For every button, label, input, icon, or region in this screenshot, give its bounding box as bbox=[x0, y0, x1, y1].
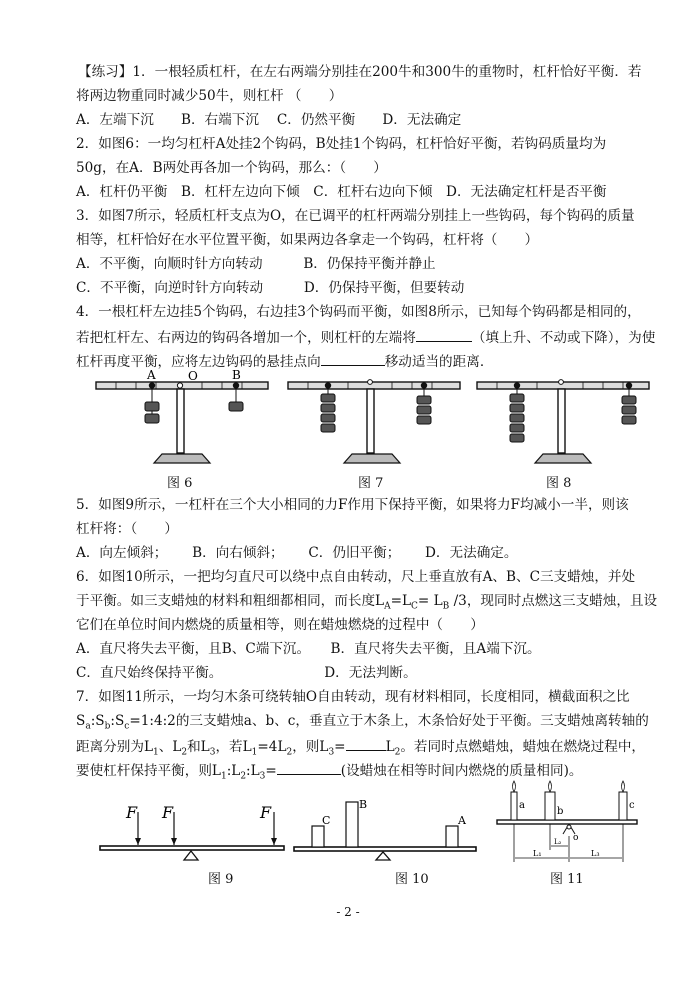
caption-fig10: 图 10 bbox=[395, 872, 429, 887]
q6-options-cd: C．直尺始终保持平衡。 D．无法判断。 bbox=[76, 665, 417, 681]
q7-sub-7: 2 bbox=[394, 747, 401, 758]
q6-l2d: /3，现同时点燃这三支蜡烛，且设 bbox=[449, 593, 658, 609]
q7-sub-t2: 2 bbox=[240, 771, 247, 782]
q6-sub-b: B bbox=[442, 601, 450, 612]
q6-l2c: = L bbox=[417, 593, 443, 609]
q7-line2 bbox=[76, 712, 649, 736]
q6-sub-a: A bbox=[384, 601, 391, 612]
fig9-f-1: F bbox=[126, 803, 138, 822]
q7-l2c: :S bbox=[110, 713, 125, 729]
q7-sub-3: 3 bbox=[209, 747, 216, 758]
q5-line2: 杠杆将：（ ） bbox=[76, 521, 178, 537]
q7-sub-2: 2 bbox=[181, 747, 188, 758]
q7-l3b: 、L bbox=[158, 739, 182, 755]
q7-l4a: 要使杠杆保持平衡，则L bbox=[76, 763, 221, 779]
fig10-label-c: C bbox=[322, 814, 331, 827]
q7-blank-2[interactable] bbox=[277, 760, 341, 775]
q7-l4e: (设蜡烛在相等时间内燃烧的质量相同)。 bbox=[340, 763, 583, 779]
fig11-label-c: c bbox=[629, 800, 635, 811]
figure-7 bbox=[284, 368, 464, 470]
q7-l3d: ，若L bbox=[215, 739, 252, 755]
q7-l3h: L bbox=[385, 739, 395, 755]
q6-line1: 6．如图10所示，一把均匀直尺可以绕中点自由转动，尺上垂直放有A、B、C三支蜡烛，并处 bbox=[76, 569, 636, 585]
q7-sub-4: 1 bbox=[251, 747, 258, 758]
q7-sub-6: 3 bbox=[328, 747, 335, 758]
fig6-label-b: B bbox=[232, 368, 241, 382]
q4-blank-1[interactable] bbox=[416, 327, 472, 342]
q4-line2-b: （填上升、不动或下降），为使 bbox=[471, 330, 656, 346]
q6-line2 bbox=[76, 592, 657, 616]
caption-fig6: 图 6 bbox=[167, 476, 193, 491]
q2-line2: 50g，在A．B两处再各加一个钩码，那么：（ ） bbox=[76, 160, 387, 176]
fig11-label-l3: L₃ bbox=[591, 849, 600, 858]
caption-fig9: 图 9 bbox=[208, 872, 234, 887]
q6-l2a: 于平衡。如三支蜡烛的材料和粗细都相同，而长度L bbox=[76, 593, 385, 609]
q7-l2a: S bbox=[76, 713, 86, 729]
q7-l3g: = bbox=[334, 739, 346, 755]
q6-options-ab: A．直尺将失去平衡，且B、C端下沉。 B．直尺将失去平衡，且A端下沉。 bbox=[76, 641, 541, 657]
q2-line1: 2．如图6：一均匀杠杆A处挂2个钩码，B处挂1个钩码，杠杆恰好平衡，若钩码质量均为 bbox=[76, 136, 607, 152]
q7-sub-sc: c bbox=[124, 721, 130, 732]
fig10-label-b: B bbox=[359, 798, 368, 811]
q4-line2-a: 若把杠杆左、右两边的钩码各增加一个，则杠杆的左端将 bbox=[76, 330, 416, 346]
q7-l3c: 和L bbox=[187, 739, 210, 755]
q5-options: A．向左倾斜； B．向右倾斜； C．仍旧平衡； D．无法确定。 bbox=[76, 545, 518, 561]
fig6-label-o: O bbox=[188, 369, 198, 383]
caption-fig8: 图 8 bbox=[546, 476, 572, 491]
q4-line3-b: 移动适当的距离． bbox=[384, 354, 494, 370]
fig11-label-o: o bbox=[573, 833, 579, 843]
caption-fig7: 图 7 bbox=[358, 476, 384, 491]
fig6-label-a: A bbox=[147, 368, 156, 382]
q7-l3a: 距离分别为L bbox=[76, 739, 153, 755]
q7-l4c: :L bbox=[246, 763, 260, 779]
q3-line1: 3．如图7所示，轻质杠杆支点为O，在已调平的杠杆两端分别挂上一些钩码，每个钩码的质量 bbox=[76, 208, 635, 224]
q7-sub-1: 1 bbox=[153, 747, 159, 758]
fig11-label-l2: L₂ bbox=[554, 838, 562, 846]
q4-blank-2[interactable] bbox=[321, 351, 385, 366]
q4-line2 bbox=[76, 327, 655, 347]
q4-line1: 4．一根杠杆左边挂5个钩码，右边挂3个钩码而平衡，如图8所示，已知每个钩码都是相同的， bbox=[76, 304, 641, 320]
q7-sub-sb: b bbox=[104, 721, 111, 732]
q7-blank-1[interactable] bbox=[346, 736, 386, 751]
fig11-label-b: b bbox=[557, 806, 564, 817]
q7-l3i: 。若同时点燃蜡烛，蜡烛在燃烧过程中， bbox=[400, 739, 646, 755]
page-number: - 2 - bbox=[336, 905, 360, 919]
fig9-f-2: F bbox=[162, 803, 174, 822]
fig10-label-a: A bbox=[458, 814, 466, 827]
q7-sub-5: 2 bbox=[286, 747, 293, 758]
figure-11 bbox=[493, 778, 643, 868]
q7-l4b: :L bbox=[226, 763, 241, 779]
q3-options-cd: C．不平衡，向逆时针方向转动 D．仍保持平衡，但要转动 bbox=[76, 280, 465, 296]
fig9-f-3: F bbox=[260, 803, 272, 822]
q7-l3e: =4L bbox=[257, 739, 287, 755]
q3-line2: 相等，杠杆恰好在水平位置平衡，如果两边各拿走一个钩码，杠杆将（ ） bbox=[76, 232, 539, 248]
q4-line3-a: 杠杆再度平衡，应将左边钩码的悬挂点向 bbox=[76, 354, 321, 370]
q1-line2: 将两边物重同时减少50牛，则杠杆 （ ） bbox=[76, 88, 343, 104]
q1-line1: 【练习】1．一根轻质杠杆，在左右两端分别挂在200牛和300牛的重物时，杠杆恰好平衡．若 bbox=[78, 64, 642, 80]
q7-sub-t1: 1 bbox=[220, 771, 227, 782]
q6-line3: 它们在单位时间内燃烧的质量相等，则在蜡烛燃烧的过程中（ ） bbox=[76, 617, 484, 633]
q7-l2b: :S bbox=[90, 713, 105, 729]
figure-6 bbox=[92, 368, 272, 470]
q7-sub-sa: a bbox=[85, 721, 91, 732]
caption-fig11: 图 11 bbox=[550, 872, 584, 887]
q7-sub-t3: 3 bbox=[259, 771, 266, 782]
q7-l3f: ，则L bbox=[292, 739, 329, 755]
fig11-label-l1: L₁ bbox=[533, 849, 542, 858]
q7-l2d: =1:4:2的三支蜡烛a、b、c，垂直立于木条上，木条恰好处于平衡。三支蜡烛离转轴的 bbox=[129, 713, 649, 729]
q1-options: A．左端下沉 B．右端下沉 C．仍然平衡 D．无法确定 bbox=[76, 112, 462, 128]
q5-line1: 5．如图9所示，一杠杆在三个大小相同的力F作用下保持平衡，如果将力F均减小一半，则该 bbox=[76, 497, 629, 513]
q7-l4d: = bbox=[265, 763, 277, 779]
fig11-label-a: a bbox=[519, 800, 525, 811]
figure-10 bbox=[292, 796, 478, 868]
figure-9 bbox=[98, 796, 288, 868]
q7-line3 bbox=[76, 736, 645, 762]
q3-options-ab: A．不平衡，向顺时针方向转动 B．仍保持平衡并静止 bbox=[76, 256, 436, 272]
figure-8 bbox=[473, 368, 653, 470]
q7-line1: 7．如图11所示，一均匀木条可绕转轴O自由转动，现有材料相同，长度相同，横截面积之比 bbox=[76, 689, 630, 705]
q6-sub-c: C bbox=[411, 601, 418, 612]
q6-l2b: =L bbox=[390, 593, 412, 609]
q2-options: A．杠杆仍平衡 B．杠杆左边向下倾 C．杠杆右边向下倾 D．无法确定杠杆是否平衡 bbox=[76, 184, 607, 200]
